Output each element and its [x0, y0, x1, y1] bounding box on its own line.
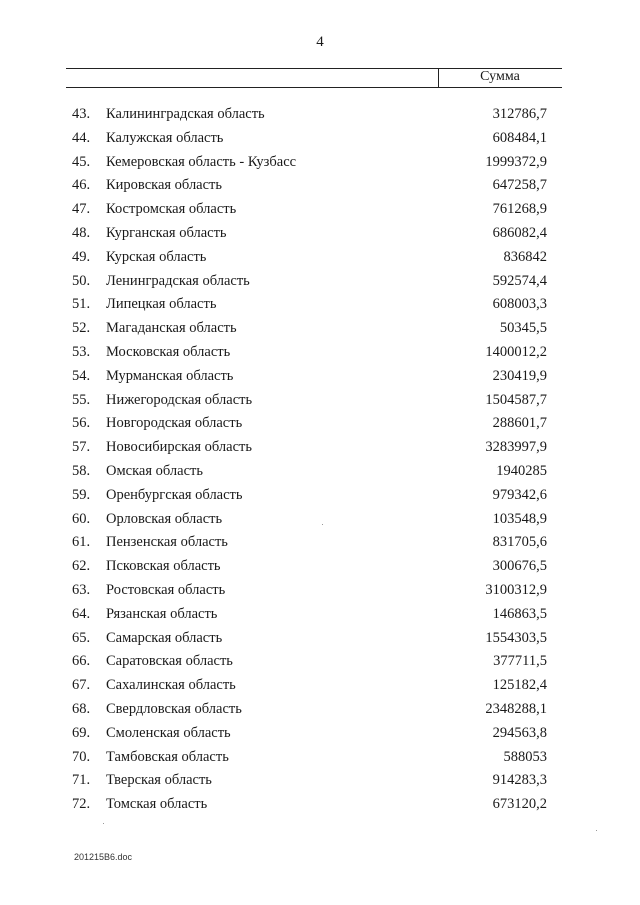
amount-value: 686082,4	[492, 224, 547, 241]
region-name: Смоленская область	[106, 724, 231, 741]
table-row	[0, 769, 640, 793]
amount-value: 294563,8	[492, 724, 547, 741]
region-name: Омская область	[106, 462, 203, 479]
row-number: 66.	[72, 653, 91, 670]
row-number: 44.	[72, 129, 91, 146]
row-number: 56.	[72, 415, 91, 432]
column-header-amount: Сумма	[480, 69, 520, 84]
table-row	[0, 722, 640, 746]
scan-speck	[322, 524, 323, 525]
amount-value: 1999372,9	[485, 153, 547, 170]
row-number: 48.	[72, 224, 91, 241]
scan-speck	[596, 830, 597, 831]
table-row	[0, 127, 640, 151]
row-number: 45.	[72, 153, 91, 170]
table-row	[0, 293, 640, 317]
row-number: 46.	[72, 177, 91, 194]
table-row	[0, 650, 640, 674]
table-row	[0, 698, 640, 722]
table-row	[0, 246, 640, 270]
region-name: Орловская область	[106, 510, 223, 527]
region-name: Московская область	[106, 343, 231, 360]
region-name: Магаданская область	[106, 320, 237, 337]
amount-value: 831705,6	[492, 534, 547, 551]
document-filename-footer: 201215B6.doc	[74, 852, 133, 862]
table-row	[0, 460, 640, 484]
row-number: 69.	[72, 724, 91, 741]
amount-value: 288601,7	[492, 415, 547, 432]
region-name: Нижегородская область	[106, 391, 253, 408]
amount-value: 979342,6	[492, 486, 547, 503]
region-name: Липецкая область	[106, 296, 217, 313]
amount-value: 312786,7	[492, 106, 547, 122]
row-number: 72.	[72, 796, 91, 813]
table-row	[0, 341, 640, 365]
region-name: Сахалинская область	[106, 677, 236, 694]
amount-value: 608484,1	[492, 129, 547, 146]
row-number: 68.	[72, 700, 91, 717]
region-name: Оренбургская область	[106, 486, 243, 503]
scan-speck	[103, 823, 104, 824]
amount-value: 1554303,5	[485, 629, 547, 646]
amount-value: 592574,4	[492, 272, 547, 289]
table-row	[0, 579, 640, 603]
region-name: Самарская область	[106, 629, 223, 646]
region-name: Псковская область	[106, 558, 221, 575]
region-name: Тамбовская область	[106, 748, 229, 765]
table-row	[0, 603, 640, 627]
table-row	[0, 484, 640, 508]
row-number: 50.	[72, 272, 91, 289]
amount-value: 673120,2	[492, 796, 547, 813]
table-row	[0, 222, 640, 246]
amount-value: 914283,3	[492, 772, 547, 789]
region-name: Костромская область	[106, 201, 237, 218]
row-number: 65.	[72, 629, 91, 646]
table-row	[0, 555, 640, 579]
table-row	[0, 531, 640, 555]
amount-value: 608003,3	[492, 296, 547, 313]
row-number: 54.	[72, 367, 91, 384]
region-name: Кировская область	[106, 177, 223, 194]
table-row	[0, 174, 640, 198]
table-row	[0, 389, 640, 413]
amount-value: 1940285	[496, 462, 547, 479]
row-number: 43.	[72, 106, 91, 122]
region-name: Тверская область	[106, 772, 212, 789]
region-name: Калининградская область	[106, 106, 265, 122]
amount-value: 125182,4	[492, 677, 547, 694]
amount-value: 647258,7	[492, 177, 547, 194]
table-row	[0, 436, 640, 460]
table-row	[0, 317, 640, 341]
amount-value: 146863,5	[492, 605, 547, 622]
region-name: Новосибирская область	[106, 439, 252, 456]
region-name: Ленинградская область	[106, 272, 250, 289]
amount-value: 377711,5	[493, 653, 547, 670]
region-name: Курская область	[106, 248, 207, 265]
table-row	[0, 198, 640, 222]
table-header-column-divider	[438, 68, 439, 87]
region-name: Рязанская область	[106, 605, 218, 622]
row-number: 52.	[72, 320, 91, 337]
region-name: Курганская область	[106, 224, 227, 241]
region-name: Саратовская область	[106, 653, 233, 670]
row-number: 53.	[72, 343, 91, 360]
row-number: 63.	[72, 581, 91, 598]
amount-value: 3100312,9	[485, 581, 547, 598]
row-number: 60.	[72, 510, 91, 527]
amount-value: 3283997,9	[485, 439, 547, 456]
amount-value: 1400012,2	[485, 343, 547, 360]
row-number: 70.	[72, 748, 91, 765]
row-number: 55.	[72, 391, 91, 408]
row-number: 51.	[72, 296, 91, 313]
amount-value: 761268,9	[492, 201, 547, 218]
amount-value: 50345,5	[499, 320, 547, 337]
region-amount-table	[0, 103, 640, 817]
region-name: Кемеровская область - Кузбасс	[106, 153, 297, 170]
amount-value: 588053	[503, 748, 547, 765]
table-row	[0, 674, 640, 698]
table-header-bottom-rule	[66, 87, 562, 88]
row-number: 62.	[72, 558, 91, 575]
row-number: 47.	[72, 201, 91, 218]
amount-value: 2348288,1	[485, 700, 547, 717]
row-number: 64.	[72, 605, 91, 622]
table-row	[0, 270, 640, 294]
table-row	[0, 365, 640, 389]
region-name: Новгородская область	[106, 415, 243, 432]
amount-value: 300676,5	[492, 558, 547, 575]
region-name: Пензенская область	[106, 534, 228, 551]
row-number: 57.	[72, 439, 91, 456]
amount-value: 103548,9	[492, 510, 547, 527]
amount-value: 1504587,7	[485, 391, 547, 408]
amount-value: 836842	[503, 248, 547, 265]
region-name: Мурманская область	[106, 367, 234, 384]
row-number: 61.	[72, 534, 91, 551]
region-name: Калужская область	[106, 129, 224, 146]
table-row	[0, 793, 640, 817]
row-number: 59.	[72, 486, 91, 503]
row-number: 49.	[72, 248, 91, 265]
region-name: Свердловская область	[106, 700, 242, 717]
amount-value: 230419,9	[492, 367, 547, 384]
table-row	[0, 412, 640, 436]
row-number: 71.	[72, 772, 91, 789]
region-name: Томская область	[106, 796, 208, 813]
table-row	[0, 627, 640, 651]
table-row	[0, 103, 640, 127]
row-number: 67.	[72, 677, 91, 694]
page-number: 4	[316, 34, 324, 50]
row-number: 58.	[72, 462, 91, 479]
table-row	[0, 151, 640, 175]
table-row	[0, 746, 640, 770]
table-row	[0, 508, 640, 532]
region-name: Ростовская область	[106, 581, 226, 598]
